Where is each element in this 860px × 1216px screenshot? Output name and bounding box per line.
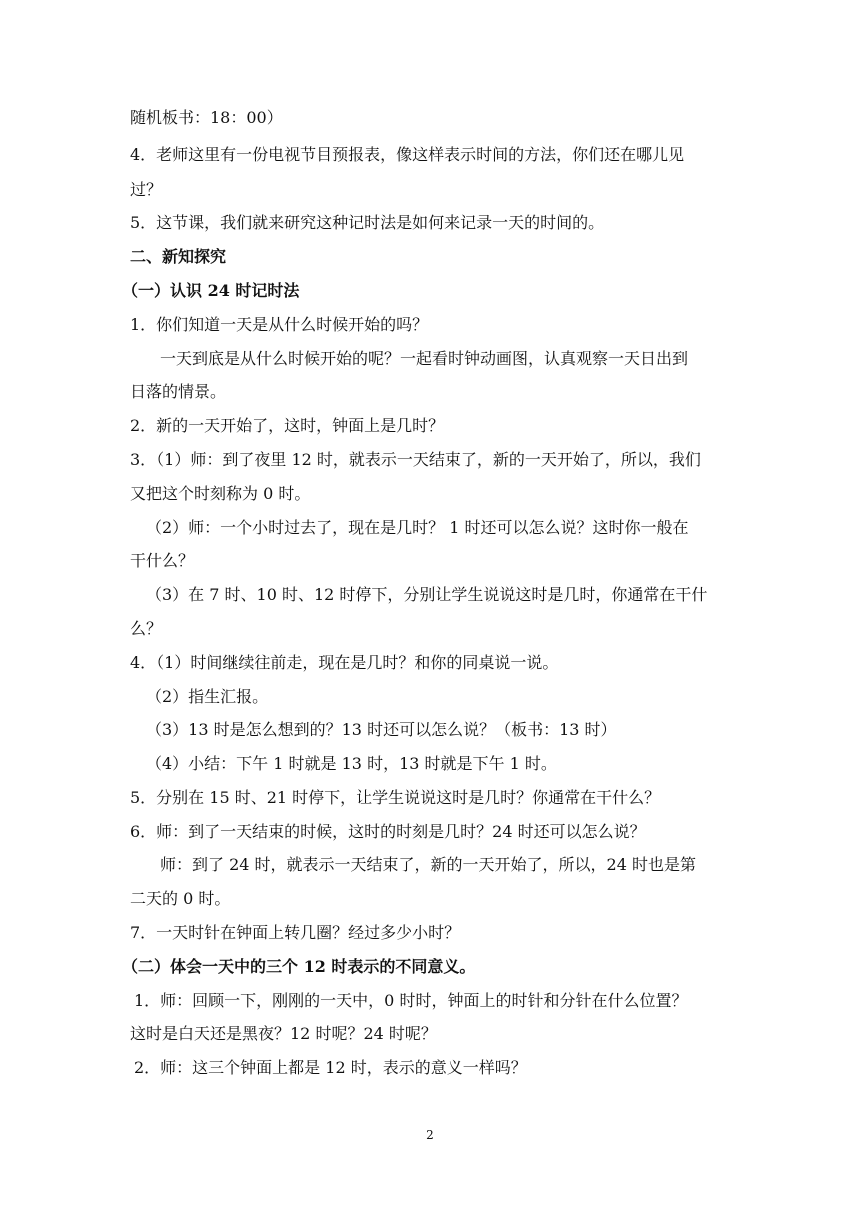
text-line: 又把这个时刻称为 0 时。	[130, 484, 311, 503]
text-line: （2）指生汇报。	[146, 687, 269, 706]
text-line: 过？	[130, 180, 163, 199]
subsection-heading: （一）认识 24 时记时法	[122, 281, 300, 300]
text-line: 二天的 0 时。	[130, 889, 231, 908]
text-line: 2．新的一天开始了，这时，钟面上是几时？	[130, 416, 445, 435]
text-line: （3）13 时是怎么想到的？13 时还可以怎么说？（板书：13 时）	[146, 720, 617, 739]
text-line: 1．师：回顾一下，刚刚的一天中，0 时时，钟面上的时针和分针在什么位置？	[134, 991, 688, 1010]
text-line: 6．师：到了一天结束的时候，这时的时刻是几时？24 时还可以怎么说？	[130, 822, 646, 841]
text-line: 3．（1）师：到了夜里 12 时，就表示一天结束了，新的一天开始了，所以，我们	[130, 450, 701, 469]
page-number: 2	[426, 1128, 434, 1142]
text-line: 2．师：这三个钟面上都是 12 时，表示的意义一样吗？	[134, 1058, 527, 1077]
text-line: 7．一天时针在钟面上转几圈？经过多少小时？	[130, 923, 461, 942]
text-line: （3）在 7 时、10 时、12 时停下，分别让学生说说这时是几时，你通常在干什	[146, 585, 708, 604]
subsection-heading: （二）体会一天中的三个 12 时表示的不同意义。	[122, 957, 476, 976]
text-line: 1．你们知道一天是从什么时候开始的吗？	[130, 315, 429, 334]
text-line: 4．老师这里有一份电视节目预报表，像这样表示时间的方法，你们还在哪儿见	[130, 145, 685, 164]
text-line: 一天到底是从什么时候开始的呢？一起看时钟动画图，认真观察一天日出到	[160, 349, 689, 368]
text-line: 这时是白天还是黑夜？12 时呢？24 时呢？	[130, 1024, 437, 1043]
text-line: （2）师：一个小时过去了，现在是几时？ 1 时还可以怎么说？这时你一般在	[146, 518, 689, 537]
text-line: 么？	[130, 619, 163, 638]
text-line: 4．（1）时间继续往前走，现在是几时？和你的同桌说一说。	[130, 653, 559, 672]
text-line: 随机板书：18：00）	[130, 108, 283, 127]
text-line: 日落的情景。	[130, 382, 227, 401]
text-line: （4）小结：下午 1 时就是 13 时，13 时就是下午 1 时。	[146, 754, 557, 773]
section-heading: 二、新知探究	[130, 247, 227, 266]
text-line: 5．这节课，我们就来研究这种记时法是如何来记录一天的时间的。	[130, 213, 605, 232]
text-line: 师：到了 24 时，就表示一天结束了，新的一天开始了，所以，24 时也是第	[160, 855, 696, 874]
text-line: 干什么？	[130, 551, 195, 570]
text-line: 5．分别在 15 时、21 时停下，让学生说说这时是几时？你通常在干什么？	[130, 788, 661, 807]
